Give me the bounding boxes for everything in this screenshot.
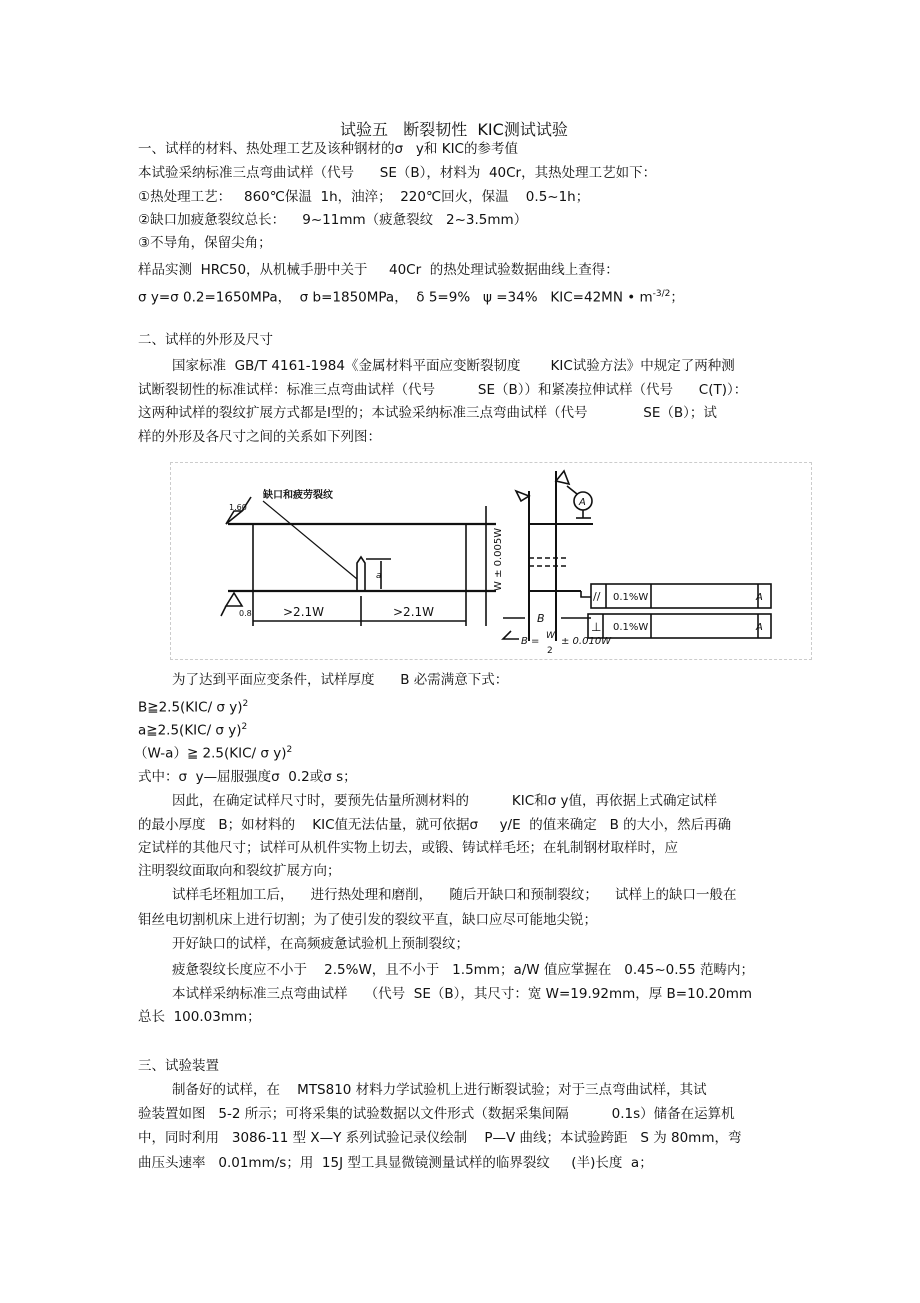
datum-label: A xyxy=(756,622,763,633)
paragraph-line: 总长 100.03mm； xyxy=(138,1009,261,1025)
dimension-label: B xyxy=(537,612,545,625)
crack-label: 缺口和疲劳裂纹 xyxy=(263,490,333,501)
section-1-heading: 一、试样的材料、热处理工艺及该种钢材的σ y和 KIC的参考值 xyxy=(138,141,518,157)
paragraph-line: ③不导角，保留尖角； xyxy=(138,235,272,251)
formula xyxy=(134,741,292,763)
paragraph-line: 钼丝电切割机床上进行切割；为了使引发的裂纹平直，缺口应尽可能地尖锐； xyxy=(138,912,597,928)
paragraph-line: 试样毛坯粗加工后， 进行热处理和磨削， 随后开缺口和预制裂纹； 试样上的缺口一般在 xyxy=(172,887,737,903)
props-text: σ y=σ 0.2=1650MPa， σ b=1850MPa， δ 5=9% ψ =34% KIC=42MN • m xyxy=(138,289,653,306)
paragraph-line: 的最小厚度 B；如材料的 KIC值无法估量，就可依据σ y/E 的值来确定 B 的大小，然后再确 xyxy=(138,817,732,833)
paragraph-line: 式中：σ y—屈服强度σ 0.2或σ s； xyxy=(138,769,357,785)
tolerance-symbol: ⊥ xyxy=(591,620,602,634)
formula-label: 2 xyxy=(547,646,553,656)
formula-label: ± 0.010W xyxy=(561,636,612,647)
paragraph-line: 中，同时利用 3086-11 型 X—Y 系列试验记录仪绘制 P—V 曲线；本试验跨距 S 为 80mm，弯 xyxy=(138,1130,742,1146)
paragraph-line: 疲惫裂纹长度应不小于 2.5%W，且不小于 1.5mm；a/W 值应掌握在 0.45~0.55 范畴内； xyxy=(172,962,755,978)
paragraph-line: 试断裂韧性的标准试样：标准三点弯曲试样（代号 SE（B））和紧凑拉伸试样（代号 C(T)）： xyxy=(138,382,748,398)
paragraph-line: 国家标准 GB/T 4161-1984《金属材料平面应变断裂韧度 KIC试验方法》中规定了两种测 xyxy=(172,358,735,374)
paragraph-line: 本试验采纳标准三点弯曲试样（代号 SE（B），材料为 40Cr，其热处理工艺如下： xyxy=(138,165,657,181)
paragraph-line: 定试样的其他尺寸；试样可从机件实物上切去，或锻、铸试样毛坯；在轧制钢材取样时，应 xyxy=(138,840,678,856)
section-3-heading: 三、试验装置 xyxy=(138,1058,219,1074)
paragraph-line: 样的外形及各尺寸之间的关系如下列图： xyxy=(138,429,381,445)
section-2-heading: 二、试样的外形及尺寸 xyxy=(138,332,273,348)
paragraph-line: ①热处理工艺： 860℃保温 1h，油淬； 220℃回火，保温 0.5~1h； xyxy=(138,189,590,205)
formula-exponent: 2 xyxy=(286,745,293,755)
formula xyxy=(138,695,248,717)
paragraph-line: 验装置如图 5-2 所示；可将采集的试验数据以文件形式（数据采集间隔 0.1s）储备在运算机 xyxy=(138,1106,735,1122)
props-end: ； xyxy=(670,289,684,306)
paragraph-line: 样品实测 HRC50，从机械手册中关于 40Cr 的热处理试验数据曲线上查得： xyxy=(138,262,619,278)
paragraph-line: 注明裂纹面取向和裂纹扩展方向； xyxy=(138,863,341,879)
paragraph-line: 曲压头速率 0.01mm/s；用 15J 型工具显微镜测量试样的临界裂纹 (半)长度 a； xyxy=(138,1155,653,1171)
tolerance-value: 0.1%W xyxy=(613,622,649,633)
paragraph-line: ②缺口加疲惫裂纹总长： 9~11mm（疲惫裂纹 2~3.5mm） xyxy=(138,212,528,228)
formula xyxy=(138,718,247,740)
tolerance-symbol: // xyxy=(593,590,601,603)
dimension-label: >2.1W xyxy=(393,605,435,619)
paragraph-line: 因此，在确定试样尺寸时，要预先估量所测材料的 KIC和σ y值，再依据上式确定试样 xyxy=(172,793,718,809)
paragraph-line: 本试样采纳标准三点弯曲试样 （代号 SE（B），其尺寸：宽 W=19.92mm，厚 B=10.20mm xyxy=(172,986,753,1002)
paragraph-line: 为了达到平面应变条件，试样厚度 B 必需满意下式： xyxy=(172,672,509,688)
formula-label: B = xyxy=(521,636,540,647)
formula-exponent: 2 xyxy=(242,699,249,709)
tolerance-value: 0.1%W xyxy=(613,592,649,603)
props-exponent: -3/2 xyxy=(652,289,671,299)
roughness-label: 0.8 xyxy=(239,609,252,618)
paragraph-line: 这两种试样的裂纹扩展方式都是Ⅰ型的；本试验采纳标准三点弯曲试样（代号 SE（B）；试 xyxy=(138,405,717,421)
datum-label: A xyxy=(756,592,763,603)
dimension-label: >2.1W xyxy=(283,605,325,619)
roughness-label: 1.60 xyxy=(229,503,247,512)
dimension-label: a xyxy=(376,571,382,581)
formula-text: a≧2.5(KIC/ σ y) xyxy=(138,722,242,739)
datum-label: A xyxy=(579,497,586,508)
paragraph-line: 开好缺口的试样，在高频疲惫试验机上预制裂纹； xyxy=(172,936,469,952)
formula-text: B≧2.5(KIC/ σ y) xyxy=(138,699,243,716)
formula-text: （W-a）≧ 2.5(KIC/ σ y) xyxy=(134,745,287,762)
formula-exponent: 2 xyxy=(241,722,248,732)
material-properties xyxy=(138,285,684,307)
paragraph-line: 制备好的试样，在 MTS810 材料力学试验机上进行断裂试验；对于三点弯曲试样，其试 xyxy=(172,1082,707,1098)
specimen-drawing xyxy=(170,462,812,660)
formula-label: W xyxy=(546,631,555,641)
page-title: 试验五 断裂韧性 KIC测试试验 xyxy=(340,120,568,139)
dimension-label: W ± 0.005W xyxy=(493,527,504,591)
